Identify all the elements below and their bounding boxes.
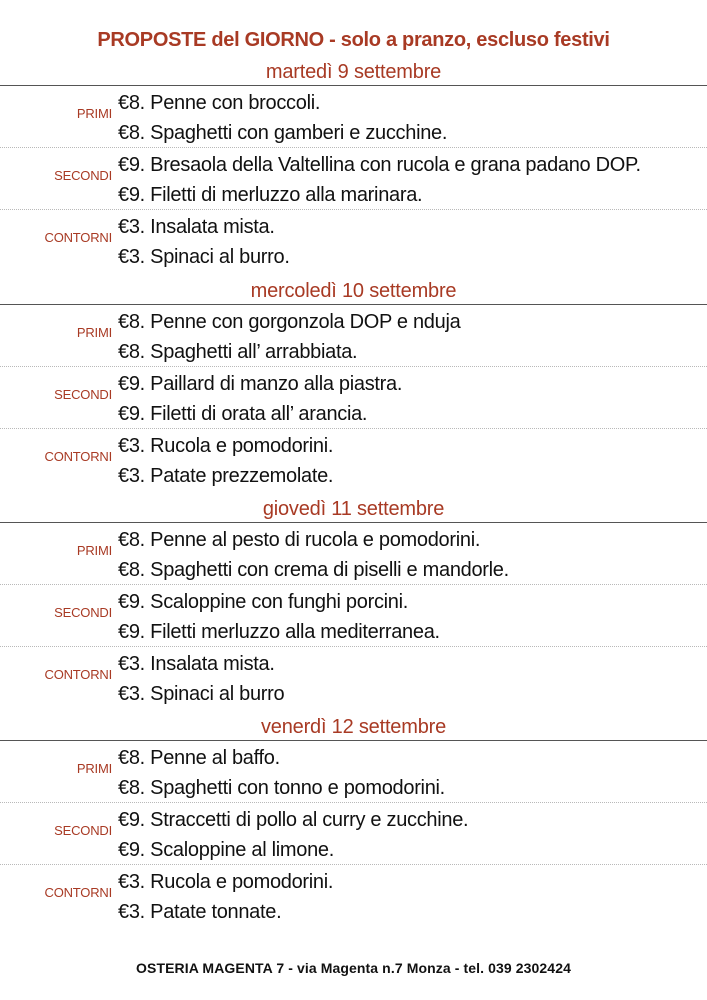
day-date: venerdì 12 settembre xyxy=(0,713,707,741)
day-section xyxy=(0,58,707,272)
menu-item: €3. Insalata mista. xyxy=(118,653,275,675)
category-label: CONTORNI xyxy=(44,449,112,464)
category-label: PRIMI xyxy=(76,761,112,776)
category-primi xyxy=(0,305,707,367)
menu-item: €8. Penne al pesto di rucola e pomodorini. xyxy=(118,529,481,551)
menu-item: €9. Filetti merluzzo alla mediterranea. xyxy=(118,621,440,643)
category-secondi xyxy=(0,367,707,429)
menu-item: €8. Spaghetti con tonno e pomodorini. xyxy=(118,777,445,799)
menu-item: €9. Filetti di orata all’ arancia. xyxy=(118,403,368,425)
page-title: PROPOSTE del GIORNO - solo a pranzo, escluso festivi xyxy=(97,29,610,51)
category-label: PRIMI xyxy=(76,106,112,121)
day-date: mercoledì 10 settembre xyxy=(0,277,707,305)
menu-item: €8. Penne al baffo. xyxy=(118,747,280,769)
footer-contact: OSTERIA MAGENTA 7 - via Magenta n.7 Monza - tel. 039 2302424 xyxy=(136,960,571,976)
category-label: CONTORNI xyxy=(44,667,112,682)
day-section xyxy=(0,495,707,709)
menu-item: €9. Straccetti di pollo al curry e zucchine. xyxy=(118,809,469,831)
menu-item: €8. Penne con gorgonzola DOP e nduja xyxy=(118,311,461,333)
menu-item: €9. Bresaola della Valtellina con rucola e grana padano DOP. xyxy=(118,154,641,176)
category-label: SECONDI xyxy=(54,168,112,183)
menu-item: €8. Penne con broccoli. xyxy=(118,92,321,114)
menu-item: €9. Filetti di merluzzo alla marinara. xyxy=(118,184,423,206)
category-primi xyxy=(0,523,707,585)
day-section xyxy=(0,713,707,927)
menu-item: €3. Rucola e pomodorini. xyxy=(118,435,334,457)
category-label: PRIMI xyxy=(76,543,112,558)
menu-item: €9. Scaloppine con funghi porcini. xyxy=(118,591,409,613)
menu-item: €3. Patate prezzemolate. xyxy=(118,465,334,487)
menu-item: €8. Spaghetti all’ arrabbiata. xyxy=(118,341,358,363)
menu-item: €3. Insalata mista. xyxy=(118,216,275,238)
menu-item: €9. Scaloppine al limone. xyxy=(118,839,334,861)
category-secondi xyxy=(0,148,707,210)
day-date: martedì 9 settembre xyxy=(0,58,707,86)
category-label: CONTORNI xyxy=(44,885,112,900)
category-contorni xyxy=(0,865,707,927)
day-section xyxy=(0,277,707,491)
category-contorni xyxy=(0,647,707,709)
day-date: giovedì 11 settembre xyxy=(0,495,707,523)
category-label: SECONDI xyxy=(54,823,112,838)
category-label: PRIMI xyxy=(76,325,112,340)
menu-item: €8. Spaghetti con gamberi e zucchine. xyxy=(118,122,448,144)
category-label: SECONDI xyxy=(54,387,112,402)
menu-item: €3. Patate tonnate. xyxy=(118,901,282,923)
category-secondi xyxy=(0,585,707,647)
category-contorni xyxy=(0,210,707,272)
category-secondi xyxy=(0,803,707,865)
category-primi xyxy=(0,86,707,148)
menu-item: €9. Paillard di manzo alla piastra. xyxy=(118,373,403,395)
category-primi xyxy=(0,741,707,803)
category-label: CONTORNI xyxy=(44,230,112,245)
menu-item: €3. Rucola e pomodorini. xyxy=(118,871,334,893)
category-contorni xyxy=(0,429,707,491)
menu-item: €8. Spaghetti con crema di piselli e mandorle. xyxy=(118,559,509,581)
menu-item: €3. Spinaci al burro xyxy=(118,683,285,705)
category-label: SECONDI xyxy=(54,605,112,620)
menu-item: €3. Spinaci al burro. xyxy=(118,246,290,268)
